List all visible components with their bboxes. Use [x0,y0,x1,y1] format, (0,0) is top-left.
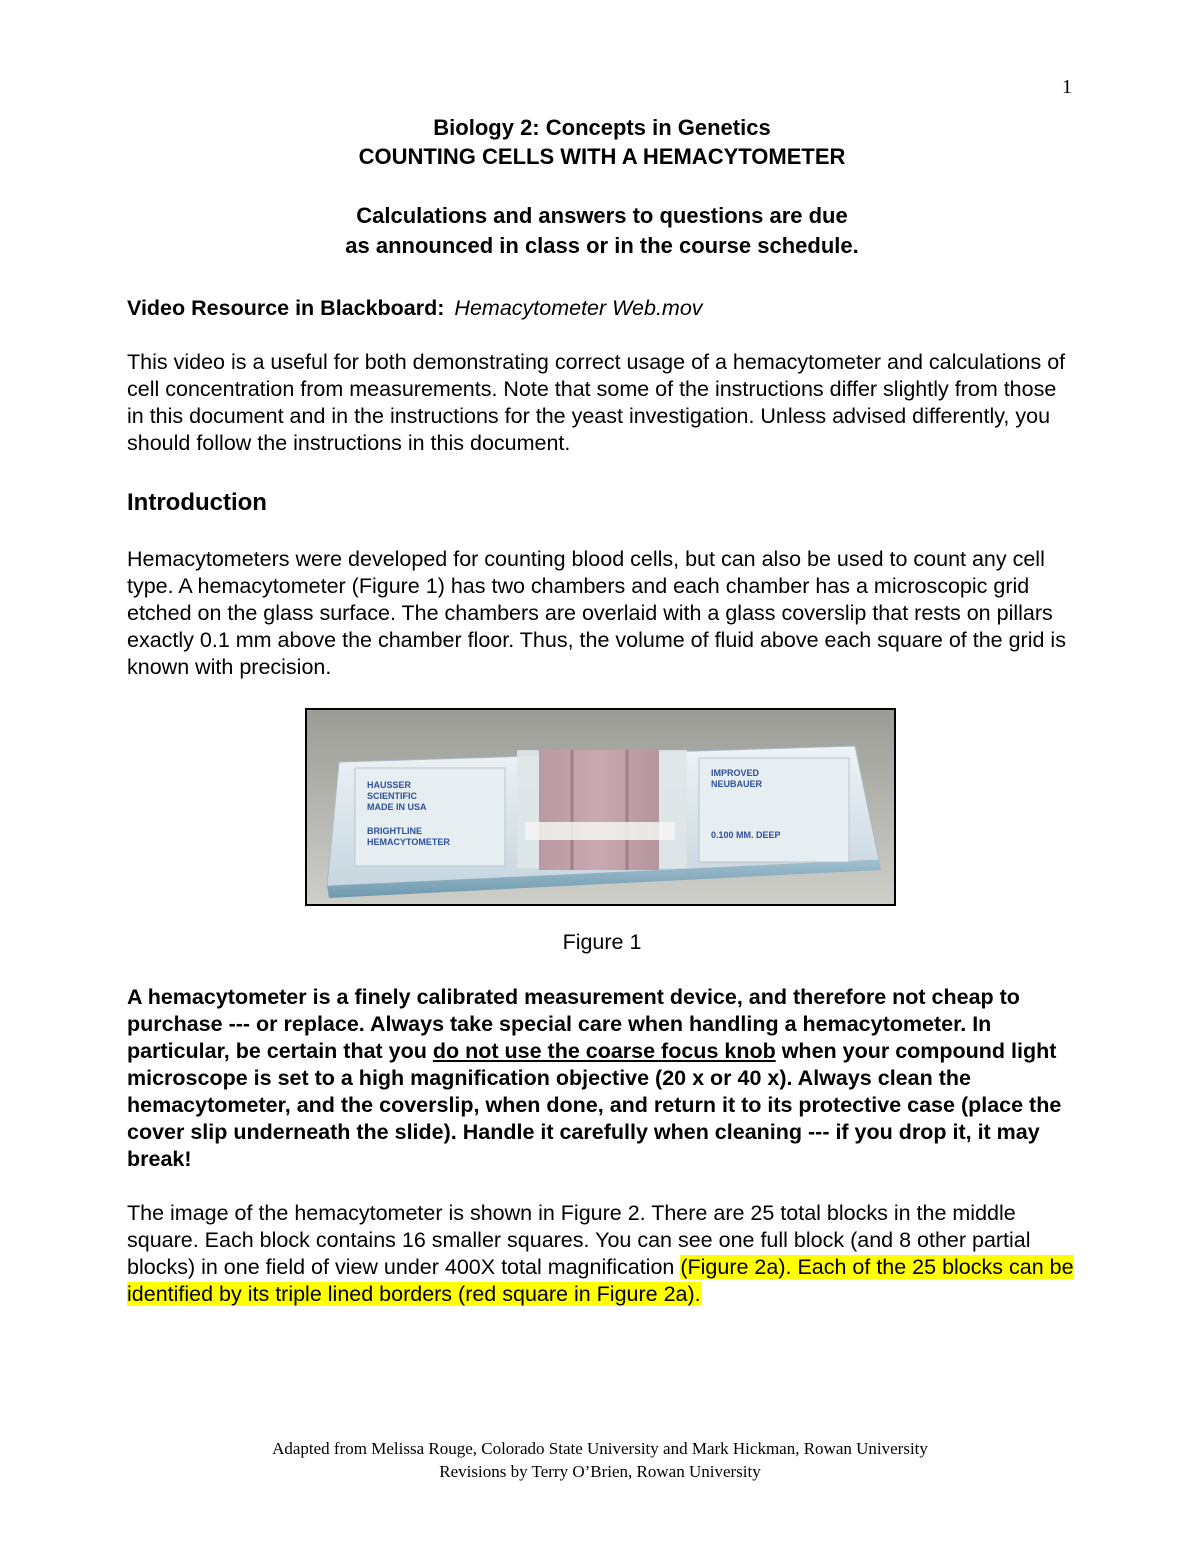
warning-text-end: when your compound light microscope is set to a high magnification objective (20 x or 40 x). Always clean the hemacytometer, and the coverslip, when done, and return it to its protective case (place the cover slip underneath the slide). Handle it carefully when cleaning --- if you drop it, it may break! [127,1039,1062,1171]
warning-text-start: A hemacytometer is a finely calibrated measurement device, and therefore not cheap to purchase --- or replace. Always take special care when handling a hemacytometer. In particular, be certain that you [127,985,1020,1063]
due-line-2: as announced in class or in the course schedule. [345,233,859,258]
introduction-heading: Introduction [127,489,267,516]
video-paragraph: This video is a useful for both demonstrating correct usage of a hemacytometer and calculations of cell concentration from measurements. Note that some of the instructions differ slightly from those in this document and in the instructions for the yeast investigation. Unless advised differently, you should follow the instructions in this document. [127,350,1066,455]
slide-label-brand: BRIGHTLINE [367,826,422,836]
due-notice [127,201,1077,261]
slide-label-maker: SCIENTIFIC [367,791,418,801]
footer [0,1437,1200,1483]
page-number: 1 [1062,76,1072,98]
introduction-paragraph: Hemacytometers were developed for counting blood cells, but can also be used to count any cell type. A hemacytometer (Figure 1) has two chambers and each chamber has a microscopic grid etched on the glass surface. The chambers are overlaid with a glass coverslip that rests on pillars exactly 0.1 mm above the chamber floor. Thus, the volume of fluid above each square of the grid is known with precision. [127,547,1066,679]
blocks-paragraph [127,1200,1077,1308]
title-block [127,114,1077,261]
highlighted-text: (Figure 2a). Each of the 25 blocks can be identified by its triple lined borders (red square in Figure 2a). [127,1255,1074,1306]
slide-label-maker: MADE IN USA [367,802,427,812]
footer-line-1: Adapted from Melissa Rouge, Colorado State University and Mark Hickman, Rowan University [272,1439,928,1458]
hemacytometer-photo [307,710,894,904]
footer-line-2: Revisions by Terry O’Brien, Rowan University [439,1462,761,1481]
video-resource [127,295,1077,322]
course-title: Biology 2: Concepts in Genetics [433,115,771,140]
slide-label-depth: 0.100 MM. DEEP [711,830,781,840]
video-filename: Hemacytometer Web.mov [454,296,703,320]
figure-1-photo [305,708,896,906]
warning-underlined: do not use the coarse focus knob [432,1039,776,1063]
slide-label-model: NEUBAUER [711,779,763,789]
figure-1-caption: Figure 1 [562,930,642,954]
blocks-text: The image of the hemacytometer is shown in Figure 2. There are 25 total blocks in the middle square. Each block contains 16 smaller squares. You can see one full block (and 8 other partial blocks) in one field of view under 400X total magnification [127,1201,1031,1279]
slide-label-brand: HEMACYTOMETER [367,837,450,847]
slide-label-maker: HAUSSER [367,780,412,790]
document-body [127,114,1077,1308]
lab-title: COUNTING CELLS WITH A HEMACYTOMETER [358,144,846,169]
due-line-1: Calculations and answers to questions are due [356,203,848,228]
slide-label-model: IMPROVED [711,768,760,778]
warning-paragraph [127,984,1077,1173]
video-resource-label: Video Resource in Blackboard: [127,296,445,320]
